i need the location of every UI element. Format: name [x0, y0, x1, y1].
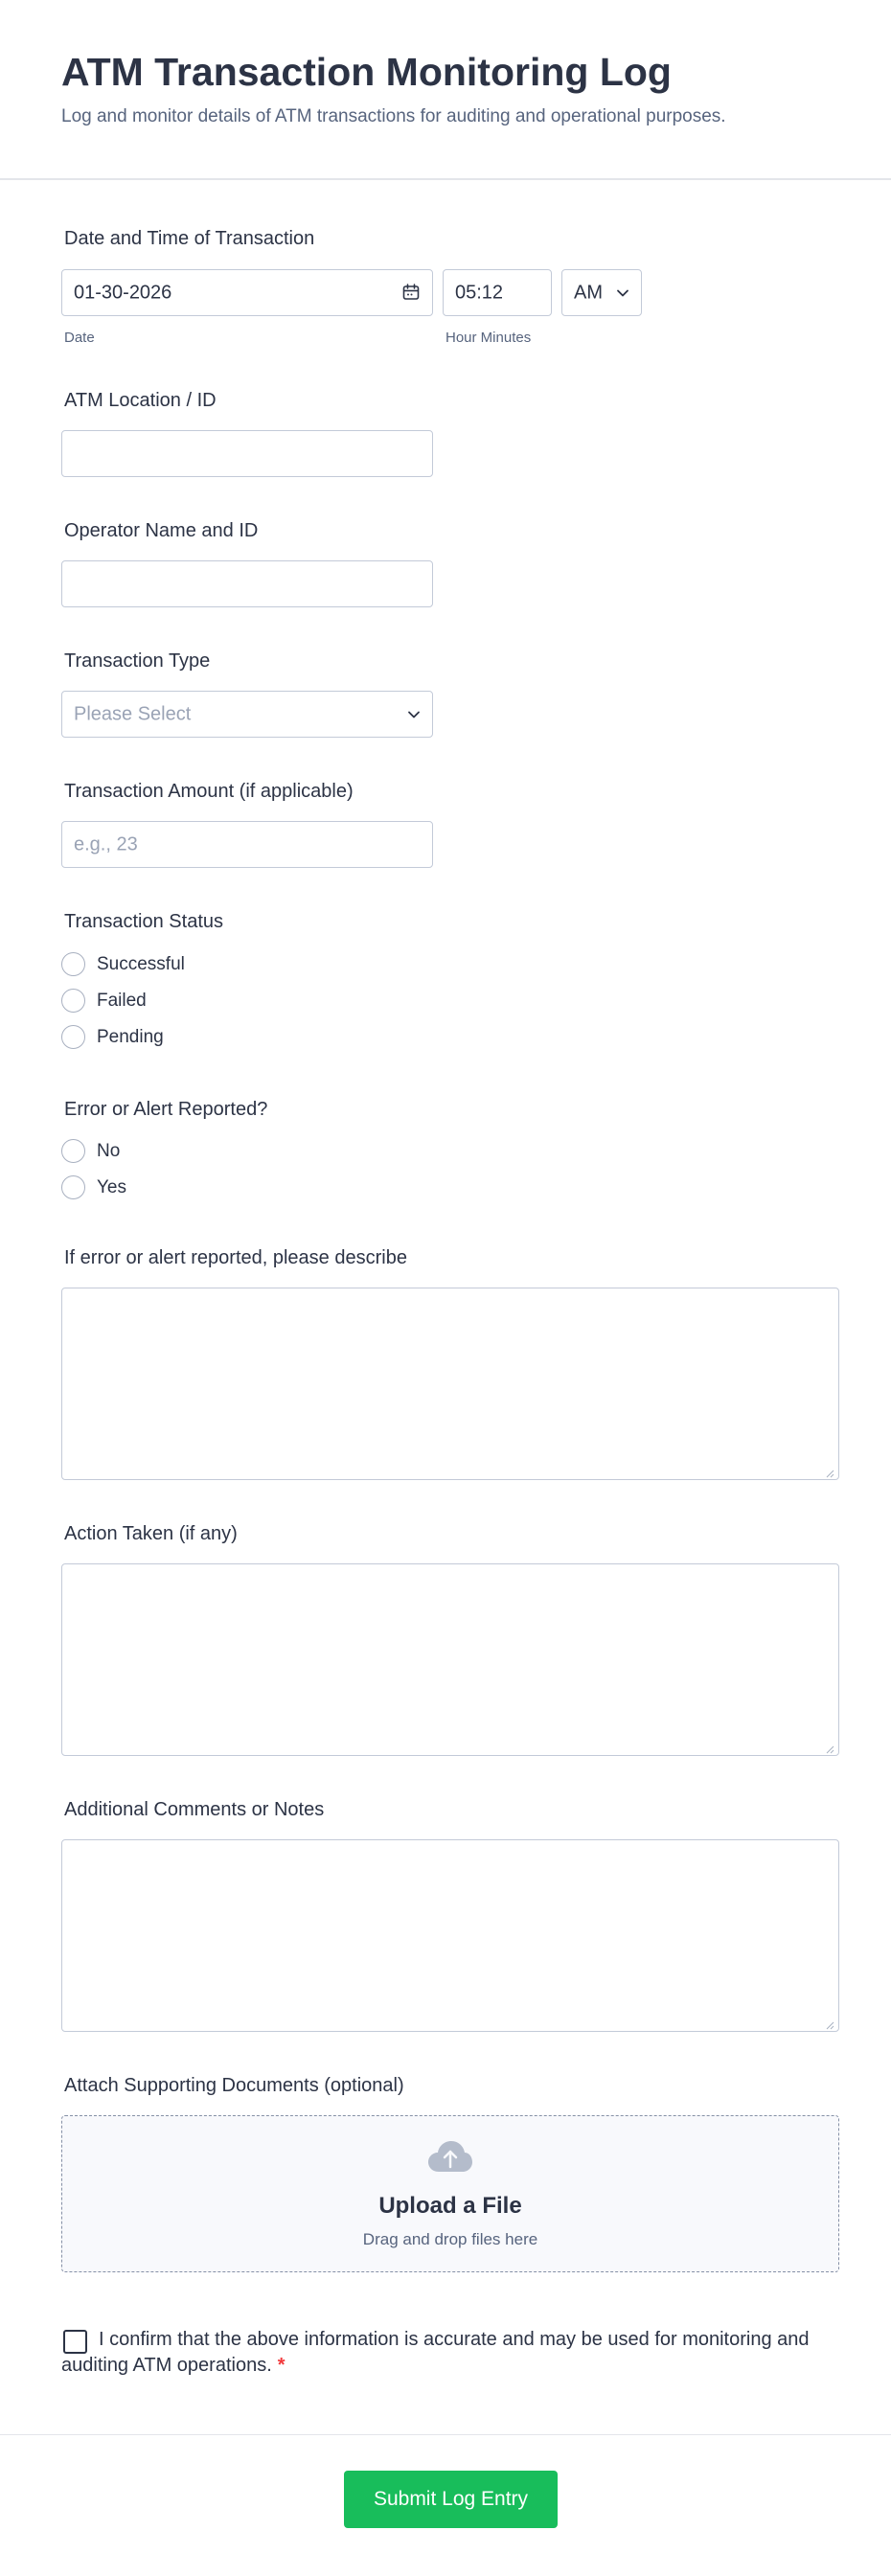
radio-pending[interactable] — [61, 1025, 85, 1049]
date-sublabel: Date — [64, 330, 95, 346]
ampm-select[interactable] — [561, 269, 642, 316]
required-asterisk: * — [277, 2355, 286, 2376]
action-taken-label: Action Taken (if any) — [64, 1523, 238, 1544]
resize-handle-icon[interactable] — [825, 1742, 834, 1751]
form-subtitle: Log and monitor details of ATM transactions for auditing and operational purposes. — [61, 106, 726, 126]
time-input[interactable] — [443, 269, 552, 316]
radio-no-label[interactable]: No — [97, 1141, 121, 1161]
atm-location-input[interactable] — [61, 430, 433, 477]
attachments-label: Attach Supporting Documents (optional) — [64, 2075, 404, 2096]
transaction-status-label: Transaction Status — [64, 911, 224, 932]
upload-title: Upload a File — [378, 2193, 522, 2219]
resize-handle-icon[interactable] — [825, 1466, 834, 1475]
transaction-type-select[interactable] — [61, 691, 433, 738]
error-description-textarea[interactable] — [61, 1288, 839, 1480]
resize-handle-icon[interactable] — [825, 2017, 834, 2027]
transaction-type-placeholder: Please Select — [74, 703, 192, 724]
time-sublabel: Hour Minutes — [446, 330, 532, 346]
radio-no[interactable] — [61, 1139, 85, 1163]
form-title: ATM Transaction Monitoring Log — [61, 50, 672, 94]
confirm-text: I confirm that the above information is accurate and may be used for monitoring and auditing ATM operations. — [61, 2329, 810, 2376]
footer-divider — [0, 2434, 891, 2435]
ampm-value: AM — [574, 282, 603, 303]
radio-failed-label[interactable]: Failed — [97, 991, 147, 1011]
datetime-label: Date and Time of Transaction — [64, 228, 315, 249]
radio-yes-label[interactable]: Yes — [97, 1177, 126, 1197]
operator-input[interactable] — [61, 560, 433, 607]
submit-button[interactable]: Submit Log Entry — [344, 2471, 558, 2528]
chevron-down-icon — [616, 286, 629, 300]
confirm-statement[interactable] — [61, 2327, 839, 2379]
amount-input[interactable] — [61, 821, 433, 868]
file-upload-dropzone[interactable] — [61, 2115, 839, 2272]
operator-label: Operator Name and ID — [64, 520, 259, 541]
transaction-type-label: Transaction Type — [64, 650, 211, 672]
radio-failed[interactable] — [61, 989, 85, 1013]
radio-successful[interactable] — [61, 952, 85, 976]
radio-successful-label[interactable]: Successful — [97, 954, 185, 974]
upload-subtitle: Drag and drop files here — [362, 2230, 538, 2248]
action-taken-textarea[interactable] — [61, 1563, 839, 1756]
date-value: 01-30-2026 — [74, 282, 172, 303]
date-input[interactable] — [61, 269, 433, 316]
comments-textarea[interactable] — [61, 1839, 839, 2032]
radio-pending-label[interactable]: Pending — [97, 1027, 164, 1047]
calendar-icon[interactable] — [401, 283, 421, 302]
cloud-upload-icon — [426, 2139, 474, 2174]
comments-label: Additional Comments or Notes — [64, 1799, 325, 1820]
error-reported-label: Error or Alert Reported? — [64, 1099, 268, 1120]
atm-location-label: ATM Location / ID — [64, 390, 217, 411]
chevron-down-icon — [407, 708, 421, 721]
time-value: 05:12 — [455, 282, 504, 303]
radio-yes[interactable] — [61, 1175, 85, 1199]
amount-label: Transaction Amount (if applicable) — [64, 781, 354, 802]
error-description-label: If error or alert reported, please describe — [64, 1247, 407, 1268]
form-header — [0, 0, 891, 180]
amount-placeholder: e.g., 23 — [74, 833, 138, 855]
